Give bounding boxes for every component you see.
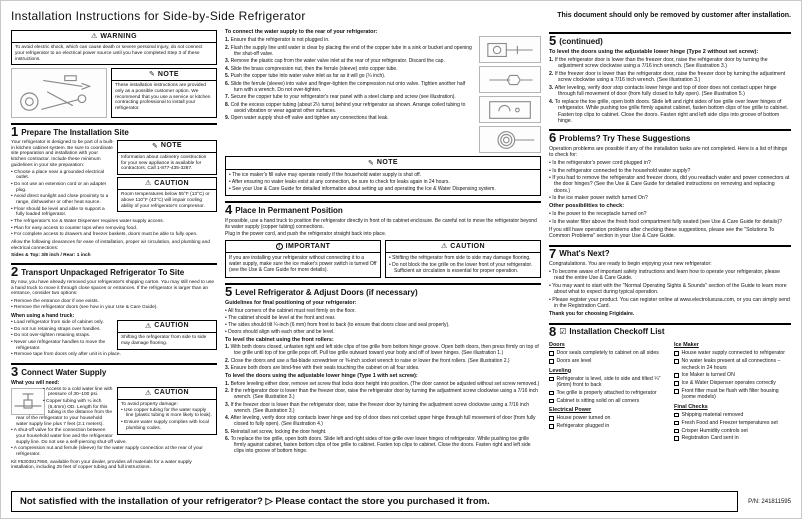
- clearance-values: Sides & Top: 3/8 inch / Rear: 1 inch: [11, 252, 91, 258]
- note-box-cabinetry: [117, 140, 217, 175]
- list-item: • The refrigerator's Ice & Water Dispenser requires water supply access.: [11, 219, 217, 225]
- section-title: Prepare The Installation Site: [21, 127, 129, 137]
- valve-inlet-illustration: [479, 36, 541, 63]
- section-4-intro: If possible, use a hand truck to position the refrigerator directly in front of its cabinet enclosure. Be careful not to move the refrigerator beyond its water supply (copper tubing) connections.: [225, 217, 537, 230]
- checkbox-icon: [674, 359, 679, 364]
- section-5-continued: [549, 32, 791, 124]
- checkbox-icon: [674, 373, 679, 378]
- clearance-intro: Allow the following clearances for ease of installation, proper air circulation, and plumbing and electrical connections:: [11, 239, 210, 251]
- problems-check-list: [549, 160, 791, 201]
- document-footer: [11, 491, 791, 512]
- part-number: P/N: 241811595: [748, 498, 791, 505]
- list-item: • Is the refrigerator's power cord plugged in?: [549, 160, 791, 166]
- checkoff-group-heading: Leveling: [549, 367, 572, 374]
- checkoff-item: [674, 388, 791, 401]
- step-item: Secure the copper tube to your refrigerator's rear panel with a steel clamp and screw (see illustration).: [230, 94, 456, 101]
- list-item: • Do not use an extension cord or an adapter plug.: [11, 182, 217, 193]
- list-item: • If you had to remove the refrigerator and freezer doors, did you reattach water and power connectors at the door hinges? (See the Use & Care Guide for detailed instructions on removing and replacing doors.): [549, 175, 791, 194]
- column-3: [549, 27, 791, 485]
- section-7-whats-next: [549, 245, 791, 318]
- caution-intro: To avoid property damage:: [121, 401, 178, 407]
- section-title: Transport Unpackaged Refrigerator To Site: [21, 268, 185, 278]
- important-text: If you are installing your refrigerator without connecting it to a water supply, make sure the ice maker's power switch is turned Off (see the Use & Care Guide for more details).: [229, 255, 377, 274]
- checkoff-right-column: [674, 339, 791, 443]
- section-7-intro: Congratulations. You are ready to begin enjoying your new refrigerator:: [549, 261, 712, 268]
- thanks-line: Thank you for choosing Frigidaire.: [549, 311, 635, 318]
- note-box-water-system: [225, 156, 541, 195]
- checkoff-item-label: Door seals completely to cabinet on all sides: [556, 350, 659, 357]
- list-item: • Ensure water supply complies with local plumbing codes.: [121, 420, 213, 431]
- checkoff-item: [674, 420, 791, 426]
- tools-sketch: [14, 71, 104, 115]
- list-item: • To become aware of important safety instructions and learn how to operate your refrigerator, please read the entire Use & Care Guide.: [549, 269, 791, 282]
- column-2: [225, 27, 541, 485]
- checkoff-group: [549, 368, 666, 405]
- list-item: • The cabinet should be level at the front and rear.: [225, 315, 541, 321]
- list-item: • A shut-off valve for the connection between your household water line and the refrigerator supply line. Do not use a self-piercing shut-off valve.: [11, 428, 217, 445]
- list-item: • Plan for easy access to counter tops when removing food.: [11, 226, 217, 232]
- water-system-note: [226, 170, 540, 195]
- caution-label: CAUTION: [154, 179, 189, 187]
- step-item: With both doors closed, unfasten right and left side clips of toe grille from bottom hinge groove. Open both doors, then press firmly on top of toe grille until top of toe grille pops off. Pull toe grille outward toward your body and off of lower hinges. (See illustration 1.): [230, 344, 539, 357]
- checkoff-item-label: Ice Maker is turned ON: [681, 372, 735, 379]
- shutoff-valve-sketch: [13, 389, 43, 413]
- step-item: Reinstall set screw, locking the door height.: [230, 428, 327, 435]
- section-number: 3: [11, 363, 19, 379]
- section-5-level-adjust: [225, 283, 541, 454]
- checkoff-item-label: Front filter must be flush with filter housing (some models): [681, 388, 779, 401]
- shutoff-valve-illustration: [11, 388, 45, 415]
- step-item: If the refrigerator door is lower than the freezer door, raise the refrigerator door by turning the adjustment screw clockwise using a 7/16 inch wrench. (See illustration 3.): [554, 56, 768, 69]
- checkoff-group-heading: Doors: [549, 342, 565, 349]
- checkbox-icon: [674, 421, 679, 426]
- column-1: [11, 27, 217, 485]
- section-3-header: [11, 363, 217, 378]
- step-item: After leveling, verify door stop contacts lower hinge and top of door does not contact upper hinge through full movement of door (from fully closed to fully open). (See illustration 4.): [230, 415, 536, 428]
- checkbox-icon: [549, 377, 554, 382]
- step-item: Slide the ferrule (sleeve) into valve and finger-tighten the compression nut onto valve. Tighten another half turn with a wrench. Do not over-tighten.: [230, 80, 466, 93]
- step-item: After leveling, verify door stop contacts lower hinge and top of door does not contact upper hinge through full movement of door (from fully closed to fully open). (See illustration 5.): [554, 84, 777, 98]
- checkoff-item: [674, 350, 791, 356]
- checkoff-item: [674, 358, 791, 371]
- caution-box-room-temp: [117, 177, 217, 212]
- section-2-intro: By now, you have already removed your refrigerator's shipping carton. You may still need to use a hand truck to move it through close spaces or entrances. If the refrigerator is larger than an entrance, consider two options:: [11, 280, 215, 297]
- step-item: Slide the brass compression nut, then the ferrule (sleeve) onto copper tube.: [230, 65, 398, 72]
- caution-icon: ⚠: [145, 389, 152, 397]
- step-item: If the freezer door is lower than the refrigerator door, raise the freezer door by turning the adjustment screw clockwise using a 7/16 inch wrench. (See illustration 3.): [230, 401, 530, 414]
- checkoff-item: [674, 435, 791, 441]
- document-header: [11, 9, 791, 23]
- list-item: • Remove the entrance door if one exists.: [11, 299, 217, 305]
- checkoff-group: [674, 404, 791, 442]
- note-box-header: [112, 69, 216, 81]
- toe-grille-caution-list: [389, 255, 537, 274]
- other-possibilities-heading: Other possibilities to check:: [549, 203, 625, 210]
- list-item: • Load refrigerator from side of cabinet only.: [11, 320, 217, 326]
- section-1-prepare-site: [11, 123, 217, 258]
- checkoff-group: [549, 342, 666, 364]
- checkbox-icon: [549, 359, 554, 364]
- section-5-header: [225, 283, 541, 298]
- list-item: • All four corners of the cabinet must rest firmly on the floor.: [225, 308, 541, 314]
- note-box-install-option: [111, 68, 217, 118]
- step-item: Open water supply shut-off valve and tighten any connections that leak.: [230, 115, 389, 122]
- list-item: • Is the refrigerator connected to the household water supply?: [549, 168, 791, 174]
- property-damage-caution: [118, 400, 216, 434]
- section-5-continued-header: [549, 32, 791, 47]
- section-title: Problems? Try These Suggestions: [559, 134, 691, 144]
- checkoff-item-label: Cabinet is sitting solid on all corners: [556, 397, 640, 404]
- hand-truck-heading: When using a hand truck:: [11, 312, 75, 319]
- note-box-header: [226, 157, 540, 169]
- list-item: • Shifting the refrigerator from side to side may damage flooring.: [389, 255, 537, 261]
- section-number: 6: [549, 130, 557, 146]
- room-temp-caution-text: Room temperatures below 55°F (13°C) or above 110°F (43°C) will impair cooling ability of your refrigerator's compressor.: [121, 192, 210, 209]
- section-number: 5: [225, 284, 233, 300]
- kit-text: Kit #5303917950, available from your dealer, provides all materials for a water supply installation, including 25 feet of copper tubing and full instructions.: [11, 459, 192, 471]
- cabinetry-note-text: Information about cabinetry construction for your new appliance is available for contractors. Call 1-877-435-3287.: [121, 155, 207, 172]
- checkoff-item: [549, 358, 666, 364]
- checkoff-item: [549, 398, 666, 404]
- note-icon: ✎: [152, 143, 158, 151]
- caution-box-header: [386, 241, 540, 253]
- checkoff-item-label: Crisper Humidity controls set: [681, 427, 748, 434]
- caution-box-header: [118, 388, 216, 400]
- checkoff-item-label: House water supply connected to refrigerator: [681, 350, 786, 357]
- section-title: Connect Water Supply: [21, 367, 107, 377]
- caution-box-flooring: [117, 320, 217, 350]
- section-4-header: [225, 201, 541, 216]
- section-number: 1: [11, 124, 19, 140]
- list-item: • Use copper tubing for the water supply line (plastic tubing is more likely to leak).: [121, 408, 213, 419]
- checkbox-icon: [549, 391, 554, 396]
- steel-clamp-sketch: [481, 98, 539, 122]
- list-item: • Please register your product. You can register online at www.electroluxusa.com, or you can simply send in the Registration Card.: [549, 297, 791, 310]
- property-damage-list: [121, 408, 213, 432]
- checkoff-group: [674, 342, 791, 401]
- step-item: To replace the toe grille, open both doors. Slide left and right sides of toe grille over lower hinges of refrigerator. While pushing toe grille firmly against cabinet, fasten bottom clips of toe grille to cabinet. Fasten top clips to cabinet. Close the doors. Fasten right and left side clips into groove of bottom hinge.: [554, 99, 789, 125]
- step-item: If the freezer door is lower than the refrigerator door, raise the freezer door by turning the adjustment screw clockwise using a 7/16 inch wrench. (See illustration 3.): [554, 70, 786, 84]
- step-item: Coil the excess copper tubing (about 2½ turns) behind your refrigerator as shown. Arrange coiled tubing to avoid vibration or wear against other surfaces.: [230, 101, 466, 114]
- list-item: • Doors should align with each other and be level.: [225, 329, 541, 335]
- section-number: 7: [549, 245, 557, 261]
- whats-next-list: [549, 269, 791, 309]
- entrance-options-list: [11, 299, 217, 311]
- step-item: Ensure that the refrigerator is not plugged in.: [230, 37, 330, 44]
- list-item: • Is the power to the receptacle turned on?: [549, 211, 791, 217]
- list-item: • Is the ice maker power switch turned On?: [549, 195, 791, 201]
- checkoff-item-label: Registration Card sent in: [681, 435, 739, 442]
- important-caution-row: [225, 240, 541, 278]
- checked-box-icon: ☑: [559, 327, 567, 337]
- section-1-intro: Your refrigerator is designed to be part of a built-in kitchen cabinet system. Be sure to coordinate site preparation and installation with your kitchen contractor. Include these minimum guidelines in your site preparation:: [11, 139, 114, 168]
- section-number: 2: [11, 264, 19, 280]
- connect-illustrations: [479, 36, 541, 153]
- section-6-intro: Operation problems are possible if any of the installation tasks are not completed. Here is a list of things to check for:: [549, 146, 788, 159]
- checkoff-item: [549, 350, 666, 356]
- checkoff-left-column: [549, 339, 666, 443]
- list-item: • Is the water filter above the fresh food compartment fully seated (see Use & Care Guide for details)?: [549, 219, 791, 225]
- checkbox-icon: [549, 416, 554, 421]
- list-item: • For complete access to drawers and freezer baskets, doors must be able to fully open.: [11, 232, 217, 238]
- toe-grille-caution: [386, 253, 540, 277]
- compression-nut-sketch: [481, 68, 539, 92]
- important-icon: !: [276, 243, 283, 250]
- caution-box-toe-grille: [385, 240, 541, 278]
- checkoff-item-label: Doors are level: [556, 358, 592, 365]
- checkbox-icon: [674, 429, 679, 434]
- checkoff-item: [674, 380, 791, 386]
- type2-hinge-heading: To level the doors using the adjustable lower hinge (Type 2 without set screw):: [549, 48, 759, 55]
- step-item: Push the copper tube into water valve inlet as far as it will go (¼ inch).: [230, 73, 386, 80]
- checkoff-item: [549, 390, 666, 396]
- checkbox-icon: [549, 351, 554, 356]
- checkbox-icon: [674, 351, 679, 356]
- step-item: Close the doors and use a flat-blade screwdriver or ⅜-inch socket wrench to raise or lower the front rollers. (See illustration 2.): [230, 357, 510, 364]
- section-4-permanent-position: [225, 201, 541, 279]
- compression-nut-illustration: [479, 66, 541, 93]
- checkoff-item: [674, 428, 791, 434]
- list-item: • Never use refrigerator handles to move the refrigerator.: [11, 340, 217, 351]
- list-item: • See your Use & Care Guide for detailed information about setting up and operating the Ice & Water Dispensing system.: [229, 186, 537, 192]
- step-item: To replace the toe grille, open both doors. Slide left and right sides of toe grille over lower hinges of refrigerator. While pushing toe grille firmly against cabinet, fasten bottom clips of toe grille to cabinet. Fasten top clips to cabinet. Close the doors. Fasten right and left side clips into groove of bottom hinge.: [230, 436, 531, 455]
- checkoff-item-label: Refrigerator plugged in: [556, 423, 610, 430]
- section-7-header: [549, 245, 791, 260]
- list-item: • Remove tape from doors only after unit is in place.: [11, 352, 217, 358]
- front-rollers-steps: [225, 344, 541, 371]
- caution-label: CAUTION: [450, 242, 485, 250]
- checkoff-item-label: No water leaks present at all connections – recheck in 24 hours: [681, 358, 781, 371]
- document-body: [11, 27, 791, 485]
- section-4-intro-2: Plug in the power cord, and push the refrigerator straight back into place.: [225, 231, 387, 238]
- list-item: • After ensuring no water leaks exist at any connection, be sure to check for leaks again in 24 hours.: [229, 179, 537, 185]
- valve-inlet-sketch: [481, 38, 539, 62]
- steel-clamp-illustration: [479, 96, 541, 123]
- checkoff-group-heading: Final Checks: [674, 403, 708, 410]
- section-8-checkoff: [549, 323, 791, 444]
- section-8-header: [549, 323, 791, 338]
- list-item: • Choose a place near a grounded electrical outlet.: [11, 170, 217, 181]
- warning-text: To avoid electric shock, which can cause death or severe personal injury, do not connect your refrigerator to an electrical power source until you have completed Step 3 of these instructions.: [15, 45, 203, 62]
- flooring-caution-text: Shifting the refrigerator from side to side may damage flooring.: [121, 335, 207, 346]
- checkoff-item: [674, 412, 791, 418]
- checkoff-items: [674, 350, 791, 400]
- checkoff-group: [549, 407, 666, 429]
- checkoff-items: [674, 412, 791, 442]
- tools-note-row: [11, 68, 217, 118]
- caution-icon: ⚠: [145, 323, 152, 331]
- warning-box: [11, 30, 217, 65]
- checkbox-icon: [674, 413, 679, 418]
- warning-icon: ⚠: [91, 33, 98, 41]
- note-icon: ✎: [149, 71, 155, 79]
- list-item: • You may want to start with the "Normal Operating Sights & Sounds" section of the Guide to learn more about what to expect during typical operation.: [549, 283, 791, 296]
- list-item: • The sides should tilt ¼-inch (6 mm) from front to back (to ensure that doors close and seal properly).: [225, 322, 541, 328]
- note-label: NOTE: [157, 70, 179, 78]
- coiled-tubing-illustration: [479, 126, 541, 153]
- checkoff-item-label: Fresh Food and Freezer temperatures set: [681, 419, 778, 426]
- positioning-guidelines-list: [225, 308, 541, 335]
- checkoff-item: [549, 415, 666, 421]
- caution-label: CAUTION: [154, 389, 189, 397]
- checkoff-item-label: House power turned on: [556, 415, 611, 422]
- checkoff-columns: [549, 339, 791, 443]
- list-item: • A compression nut and ferrule (sleeve) for the water supply connection at the rear of your refrigerator.: [11, 446, 217, 457]
- checkbox-icon: [674, 436, 679, 441]
- section-title: (continued): [559, 36, 603, 46]
- footer-notice: Not satisfied with the installation of your refrigerator? ▷ Please contact the store you purchased it from.: [11, 491, 738, 512]
- list-item: • The ice maker's fill valve may operate noisily if the household water supply is shut off.: [229, 172, 537, 178]
- removal-notice: This document should only be removed by customer after installation.: [557, 12, 791, 19]
- caution-box-header: [118, 178, 216, 190]
- section-6-problems: [549, 129, 791, 239]
- list-item: • Copper tubing with ¼ inch (6.4mm) OD. Length for this tubing is the distance from the rear of the refrigerator to your household water supply line plus 7 feet (2.1 meters).: [11, 399, 217, 427]
- section-title: Place In Permanent Position: [235, 205, 343, 215]
- list-item: • Access to a cold water line with pressure of 30–100 psi.: [11, 387, 217, 398]
- checkbox-icon: [674, 389, 679, 394]
- checkoff-group-heading: Electrical Power: [549, 407, 592, 414]
- caution-icon: ⚠: [441, 243, 448, 251]
- section-title: What's Next?: [559, 249, 610, 259]
- step-item: Ensure both doors are bind-free with their seals touching the cabinet on all four sides.: [230, 365, 420, 372]
- connect-steps-row: [225, 36, 541, 153]
- note-label: NOTE: [160, 142, 182, 150]
- caution-box-property-damage: [117, 387, 217, 436]
- checkbox-icon: [549, 399, 554, 404]
- caution-box-header: [118, 321, 216, 333]
- section-2-transport: [11, 263, 217, 358]
- checkoff-items: [549, 350, 666, 364]
- important-box-header: [226, 241, 380, 253]
- checkoff-item: [674, 372, 791, 378]
- list-item: • Do not block the toe grille on the lower front of your refrigerator. Sufficient air circulation is essential for proper operation.: [389, 262, 537, 274]
- note-icon: ✎: [368, 159, 374, 167]
- document-title: Installation Instructions for Side-by-Side Refrigerator: [11, 9, 306, 23]
- section-3-water-supply: [11, 363, 217, 471]
- guidelines-heading: Guidelines for final positioning of your refrigerator:: [225, 300, 357, 307]
- caution-label: CAUTION: [154, 322, 189, 330]
- section-6-header: [549, 129, 791, 144]
- checkoff-group-heading: Ice Maker: [674, 342, 699, 349]
- step-item: Flush the supply line until water is clear by placing the end of the copper tube in a sink or bucket and opening the shut-off valve.: [230, 44, 472, 57]
- section-number: 5: [549, 33, 557, 48]
- section-title: Level Refrigerator & Adjust Doors (if necessary): [235, 288, 418, 298]
- list-item: • Remove the refrigerator doors (see how in your Use & Care Guide).: [11, 305, 217, 311]
- connect-water-heading: To connect the water supply to the rear of your refrigerator:: [225, 29, 378, 35]
- section-number: 8: [549, 323, 557, 339]
- caution-icon: ⚠: [145, 180, 152, 188]
- checkoff-item-label: Refrigerator is level, side to side and tilted ¼" (6mm) front to back: [556, 375, 661, 389]
- note-text: These installation instructions are provided only as a possible customer option. We recommend that you use a service or kitchen contracting professional to install your refrigerator.: [115, 83, 211, 112]
- water-connect-steps: [225, 37, 475, 151]
- checkoff-item-label: Shipping material removed: [681, 411, 744, 418]
- checkbox-icon: [674, 381, 679, 386]
- checkoff-item-label: Toe grille is properly attached to refrigerator: [556, 389, 657, 396]
- coiled-tubing-sketch: [481, 128, 539, 152]
- section-number: 4: [225, 201, 233, 217]
- important-box: [225, 240, 381, 278]
- list-item: • Do not run retaining straps over handles.: [11, 327, 217, 333]
- type1-hinge-heading: To level the doors using the adjustable lower hinge (Type 1 with set screw):: [225, 373, 418, 380]
- note-label: NOTE: [376, 158, 398, 166]
- section-6-outro: If you still have operation problems after checking these suggestions, please see the "Solutions To Common Problems" section in your Use & Care Guide.: [549, 226, 775, 240]
- warning-box-header: [12, 31, 216, 43]
- list-item: • Floor should be level and able to support a fully loaded refrigerator.: [11, 207, 217, 218]
- checkoff-item: [549, 376, 666, 389]
- checkoff-item-label: Ice & Water Dispenser operates correctly: [681, 380, 776, 387]
- note-box-header: [118, 141, 216, 153]
- type1-hinge-steps: [225, 381, 541, 455]
- type2-hinge-steps: [549, 57, 791, 125]
- list-item: • Do not over-tighten retaining straps.: [11, 333, 217, 339]
- step-item: Before leveling either door, remove set screw that locks door height into position. (The door cannot be adjusted without set screw removed.): [230, 380, 540, 387]
- checkoff-item: [549, 423, 666, 429]
- step-item: If the refrigerator door is lower than the freezer door, raise the refrigerator door by turning the adjustment screw clockwise using a 7/16 inch wrench. (See illustration 3.): [230, 388, 538, 401]
- what-you-need-heading: What you will need:: [11, 379, 60, 386]
- list-item: • Avoid direct sunlight and close proximity to a range, dishwasher or other heat source.: [11, 194, 217, 205]
- water-system-note-list: [229, 172, 537, 192]
- front-rollers-heading: To level the cabinet using the front rollers:: [225, 336, 334, 343]
- checkbox-icon: [549, 424, 554, 429]
- warning-label: WARNING: [100, 32, 137, 40]
- checkoff-items: [549, 376, 666, 404]
- section-2-header: [11, 263, 217, 278]
- other-possibilities-list: [549, 211, 791, 225]
- step-item: Remove the plastic cap from the water valve inlet at the rear of your refrigerator. Discard the cap.: [230, 58, 445, 65]
- checkoff-items: [549, 415, 666, 429]
- section-title: Installation Checkoff List: [569, 327, 665, 337]
- section-1-header: [11, 123, 217, 138]
- tools-illustration: [11, 68, 107, 118]
- important-label: IMPORTANT: [285, 242, 331, 250]
